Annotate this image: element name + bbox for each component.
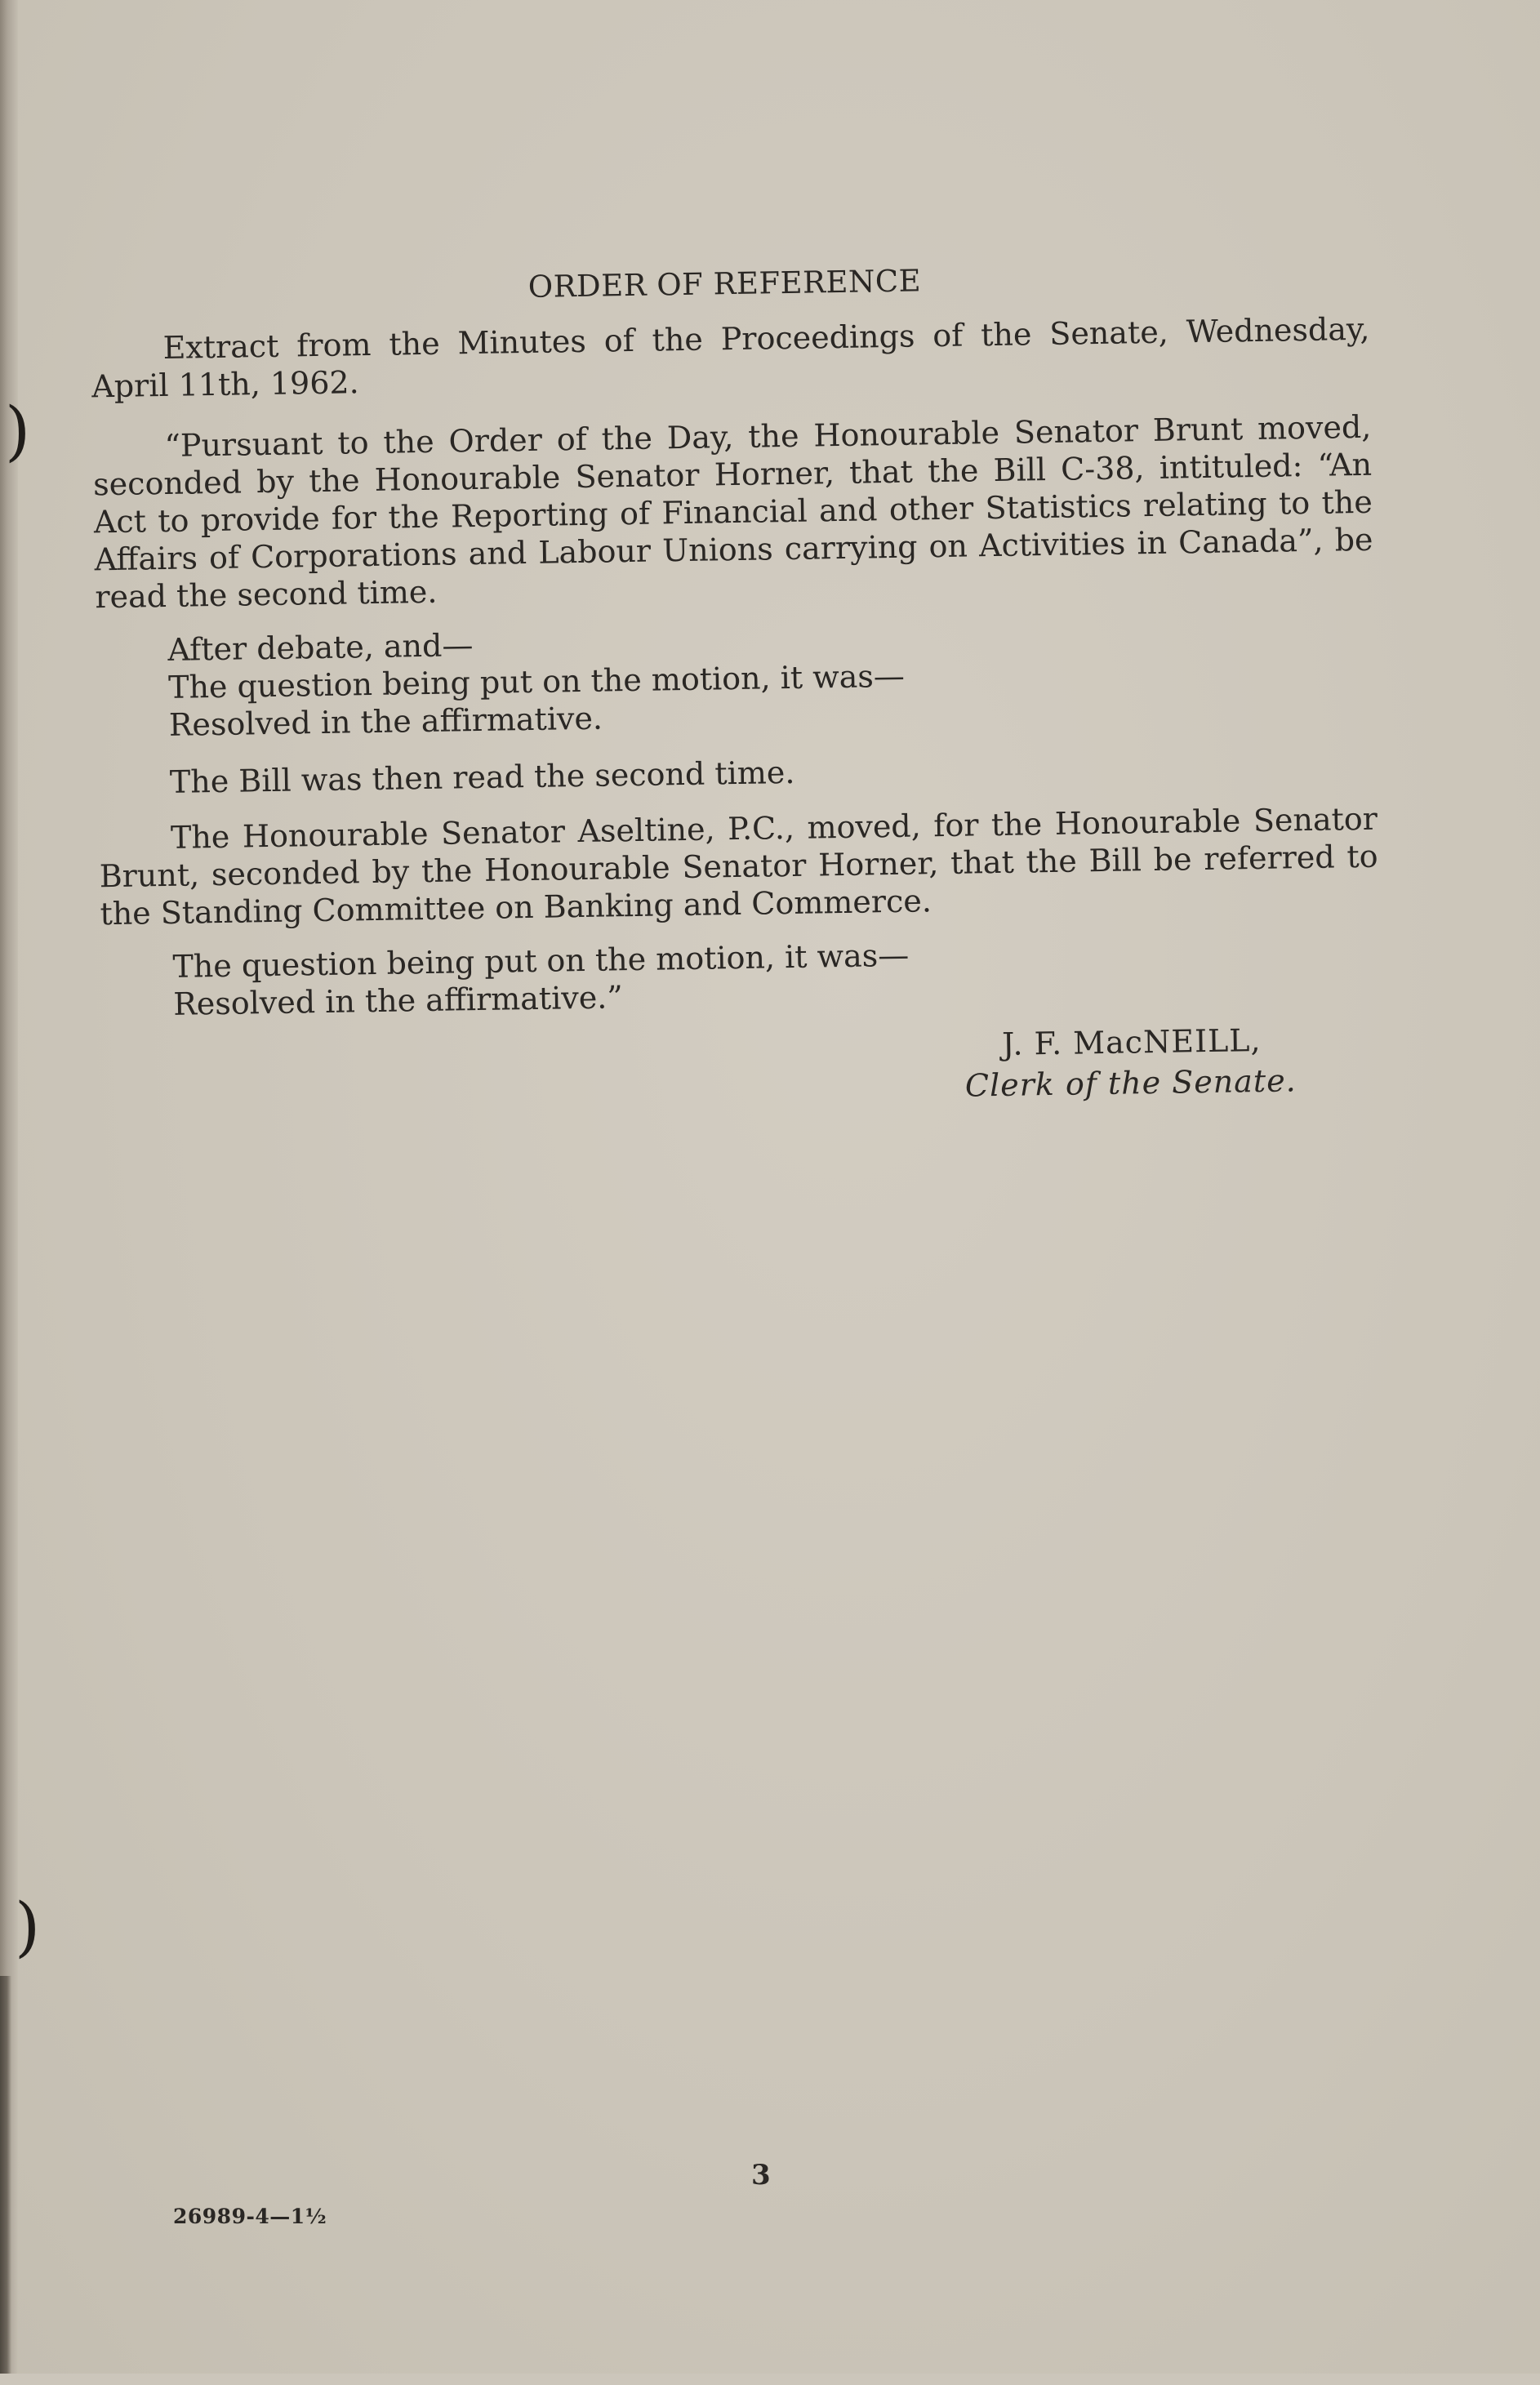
question-line-2: The question being put on the motion, it was— [172,937,910,985]
page-title: ORDER OF REFERENCE [527,263,922,305]
signatory-title: Clerk of the Senate. [964,1062,1297,1104]
extract-paragraph: Extract from the Minutes of the Proceedings of the Senate, Wednesday, April 11th, 1962. [91,310,1370,405]
resolved-line-1: Resolved in the affirmative. [168,700,603,743]
after-debate-line: After debate, and— [167,627,474,668]
resolved-line-2: Resolved in the affirmative.” [172,979,624,1022]
page-number: 3 [751,2159,771,2191]
bill-read-line: The Bill was then read the second time. [169,754,795,800]
punch-hole-bottom: ) [15,1889,41,1965]
question-line-1: The question being put on the motion, it was— [167,657,906,705]
binding-shadow [0,1976,11,2374]
motion-paragraph: “Pursuant to the Order of the Day, the Honourable Senator Brunt moved, seconded by the Honourable Senator Horner, that the Bill C-38, intituled: “An Act to provide for the Reporting of Financial and other Statistics relating to the Affairs of Corporations and Labour Unions carrying on Activities in Canada”, be read the second time. [92,408,1373,616]
signatory-name: J. F. MacNEILL, [1001,1021,1262,1062]
punch-hole-top: ) [5,393,31,469]
referral-paragraph: The Honourable Senator Aseltine, P.C., moved, for the Honourable Senator Brunt, seconded by the Honourable Senator Horner, that the Bill be referred to the Standing Committee on Banking and Commerce. [99,800,1378,932]
print-code: 26989-4—1½ [173,2205,327,2228]
